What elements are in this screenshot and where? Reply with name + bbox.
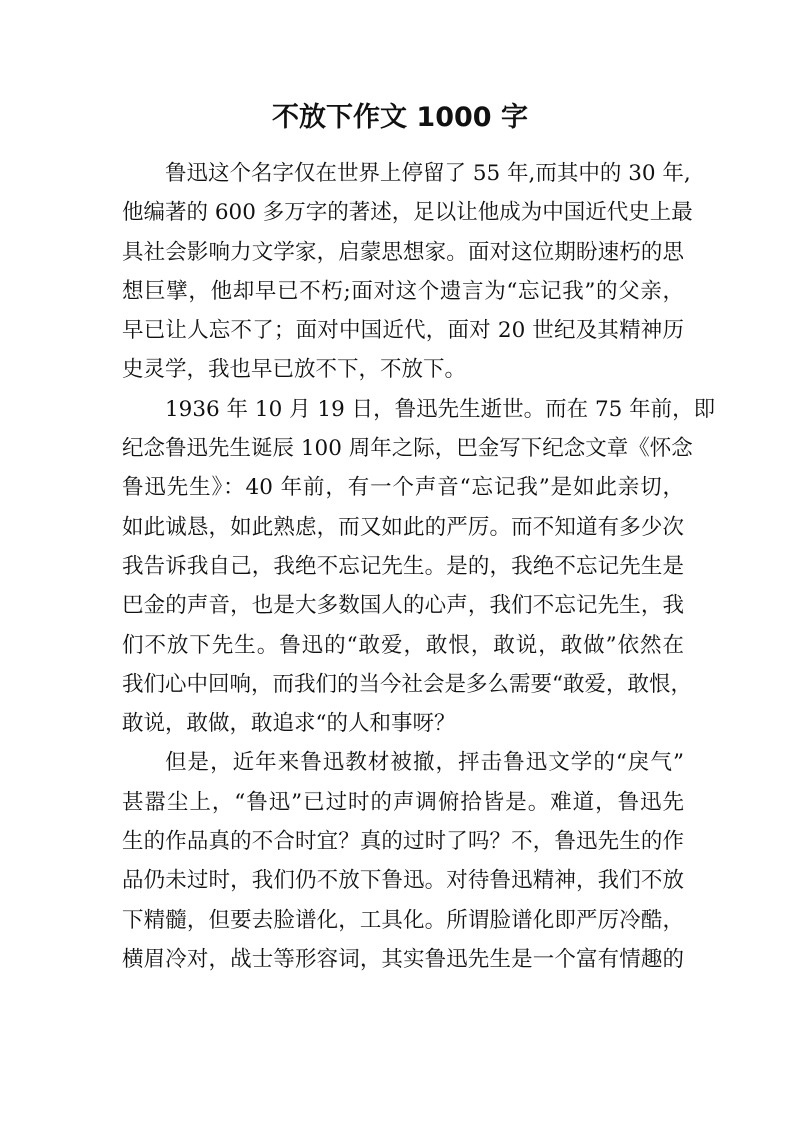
text-line: 但是，近年来鲁迅教材被撤，抨击鲁迅文学的“戾气” (165, 750, 684, 776)
text-line: 我们心中回响，而我们的当今社会是多么需要“敢爱，敢恨， (122, 671, 692, 697)
text-line: 纪念鲁迅先生诞辰 100 周年之际，巴金写下纪念文章《怀念 (122, 436, 693, 462)
paragraph (122, 390, 716, 744)
text-line: 下精髓，但要去脸谱化，工具化。所谓脸谱化即严厉冷酷， (122, 907, 684, 933)
text-line: 生的作品真的不合时宜？真的过时了吗？不，鲁迅先生的作 (122, 829, 684, 855)
text-line: 鲁迅先生》：40 年前，有一个声音“忘记我”是如此亲切， (122, 475, 684, 501)
paragraph (122, 154, 693, 390)
text-line: 巴金的声音，也是大多数国人的心声，我们不忘记先生，我 (122, 593, 684, 619)
text-line: 甚嚣尘上，“鲁迅”已过时的声调俯拾皆是。难道，鲁迅先 (122, 789, 684, 815)
text-line: 们不放下先生。鲁迅的“敢爱，敢恨，敢说，敢做”依然在 (122, 632, 684, 658)
text-line: 史灵学，我也早已放不下，不放下。 (122, 357, 467, 383)
text-line: 具社会影响力文学家，启蒙思想家。面对这位期盼速朽的思 (122, 239, 684, 265)
text-line: 早已让人忘不了；面对中国近代，面对 20 世纪及其精神历 (122, 318, 684, 344)
text-line: 他编著的 600 多万字的著述，足以让他成为中国近代史上最 (122, 200, 693, 226)
text-line: 品仍未过时，我们仍不放下鲁迅。对待鲁迅精神，我们不放 (122, 868, 684, 894)
document-body (122, 154, 716, 979)
text-line: 1936 年 10 月 19 日，鲁迅先生逝世。而在 75 年前，即 (165, 396, 716, 422)
text-line: 我告诉我自己，我绝不忘记先生。是的，我绝不忘记先生是 (122, 553, 684, 579)
text-line: 如此诚恳，如此熟虑，而又如此的严厉。而不知道有多少次 (122, 514, 684, 540)
text-line: 敢说，敢做，敢追求“的人和事呀？ (122, 711, 456, 737)
text-line: 鲁迅这个名字仅在世界上停留了 55 年,而其中的 30 年, (165, 161, 691, 186)
text-line: 想巨擘，他却早已不朽;面对这个遗言为“忘记我”的父亲， (122, 278, 684, 304)
text-line: 横眉冷对，战士等形容词，其实鲁迅先生是一个富有情趣的 (122, 946, 684, 972)
paragraph (122, 743, 684, 979)
document-title: 不放下作文 1000 字 (272, 102, 528, 133)
